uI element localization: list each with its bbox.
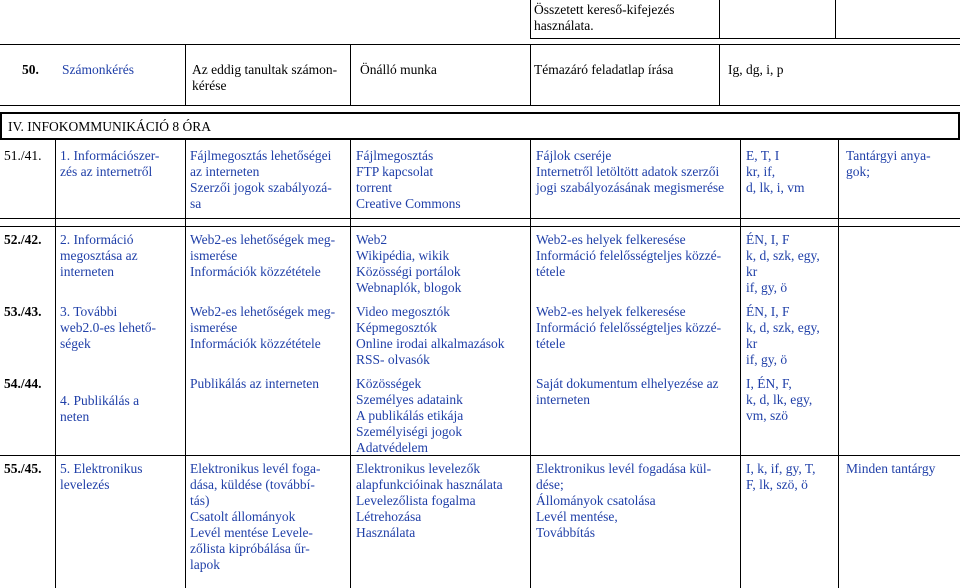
row53-methods: ÉN, I, F k, d, szk, egy, kr if, gy, ö xyxy=(746,304,820,367)
row53-content: Web2-es lehetőségek meg- ismerése Információk közzététele xyxy=(190,304,336,351)
row50-content: Az eddig tanultak számon- kérése xyxy=(192,62,338,93)
row52-topic: 2. Információ megosztása az interneten xyxy=(60,232,138,279)
row51-number: 51./41. xyxy=(4,148,42,163)
row51-tools: Tantárgyi anya- gok; xyxy=(846,148,931,179)
rule xyxy=(0,226,960,227)
search-expression-text: Összetett kereső-kifejezés használata. xyxy=(534,2,675,33)
rule xyxy=(530,0,531,38)
row54-content: Publikálás az interneten xyxy=(190,376,319,391)
row53-activities: Web2-es helyek felkeresése Információ felelősségteljes közzé- tétele xyxy=(536,304,722,351)
rule xyxy=(0,44,960,45)
row55-content: Elektronikus levél foga- dása, küldése (továbbí- tás) Csatolt állományok Levél mentése Levele- zőlista kipróbálása űr- lapok xyxy=(190,461,321,572)
row53-number: 53./43. xyxy=(4,304,42,319)
rule xyxy=(719,44,720,105)
rule xyxy=(530,44,531,105)
rule xyxy=(838,140,839,588)
row55-methods: I, k, if, gy, T, F, lk, szö, ö xyxy=(746,461,816,492)
row52-concepts: Web2 Wikipédia, wikik Közösségi portálok Webnaplók, blogok xyxy=(356,232,462,295)
row51-concepts: Fájlmegosztás FTP kapcsolat torrent Creative Commons xyxy=(356,148,461,211)
row55-activities: Elektronikus levél fogadása kül- dése; Állományok csatolása Levél mentése, Továbbítás xyxy=(536,461,712,540)
row52-number: 52./42. xyxy=(4,232,42,247)
rule xyxy=(530,38,960,39)
row53-topic: 3. További web2.0-es lehető- ségek xyxy=(60,304,156,351)
row50-methods: Ig, dg, i, p xyxy=(728,62,784,77)
rule xyxy=(350,140,351,588)
row51-methods: E, T, I kr, if, d, lk, i, vm xyxy=(746,148,805,195)
row51-activities: Fájlok cseréje Internetről letöltött adatok szerzői jogi szabályozásának megismerése xyxy=(536,148,725,195)
rule xyxy=(740,140,741,588)
row54-methods: I, ÉN, F, k, d, lk, egy, vm, szö xyxy=(746,376,813,423)
row50-concepts: Önálló munka xyxy=(360,62,437,77)
rule xyxy=(530,140,531,588)
row54-topic: 4. Publikálás a neten xyxy=(60,393,140,424)
row51-content: Fájlmegosztás lehetőségei az interneten Szerzői jogok szabályozá- sa xyxy=(190,148,332,211)
rule xyxy=(55,140,56,588)
rule xyxy=(0,105,960,106)
rule xyxy=(0,218,960,219)
row52-methods: ÉN, I, F k, d, szk, egy, kr if, gy, ö xyxy=(746,232,820,295)
row55-concepts: Elektronikus levelezők alapfunkcióinak használata Levelezőlista fogalma Létrehozása Használata xyxy=(356,461,503,540)
rule xyxy=(185,44,186,105)
section-title: IV. INFOKOMMUNIKÁCIÓ 8 ÓRA xyxy=(8,119,212,134)
rule xyxy=(0,455,960,456)
row55-topic: 5. Elektronikus levelezés xyxy=(60,461,143,492)
row50-number: 50. xyxy=(22,62,39,77)
row52-content: Web2-es lehetőségek meg- ismerése Információk közzététele xyxy=(190,232,336,279)
row50-activities: Témazáró feladatlap írása xyxy=(534,62,674,77)
row55-tools: Minden tantárgy xyxy=(846,461,936,476)
rule xyxy=(835,0,836,38)
row54-activities: Saját dokumentum elhelyezése az interneten xyxy=(536,376,719,407)
rule xyxy=(719,0,720,38)
row53-concepts: Video megosztók Képmegosztók Online irodai alkalmazások RSS- olvasók xyxy=(356,304,505,367)
row51-topic: 1. Információszer- zés az internetről xyxy=(60,148,160,179)
row54-number: 54./44. xyxy=(4,376,42,391)
row54-concepts: Közösségek Személyes adataink A publikálás etikája Személyiségi jogok Adatvédelem xyxy=(356,376,464,455)
rule xyxy=(350,44,351,105)
row55-number: 55./45. xyxy=(4,461,42,476)
rule xyxy=(185,140,186,588)
row50-topic: Számonkérés xyxy=(62,62,134,77)
row52-activities: Web2-es helyek felkeresése Információ felelősségteljes közzé- tétele xyxy=(536,232,722,279)
